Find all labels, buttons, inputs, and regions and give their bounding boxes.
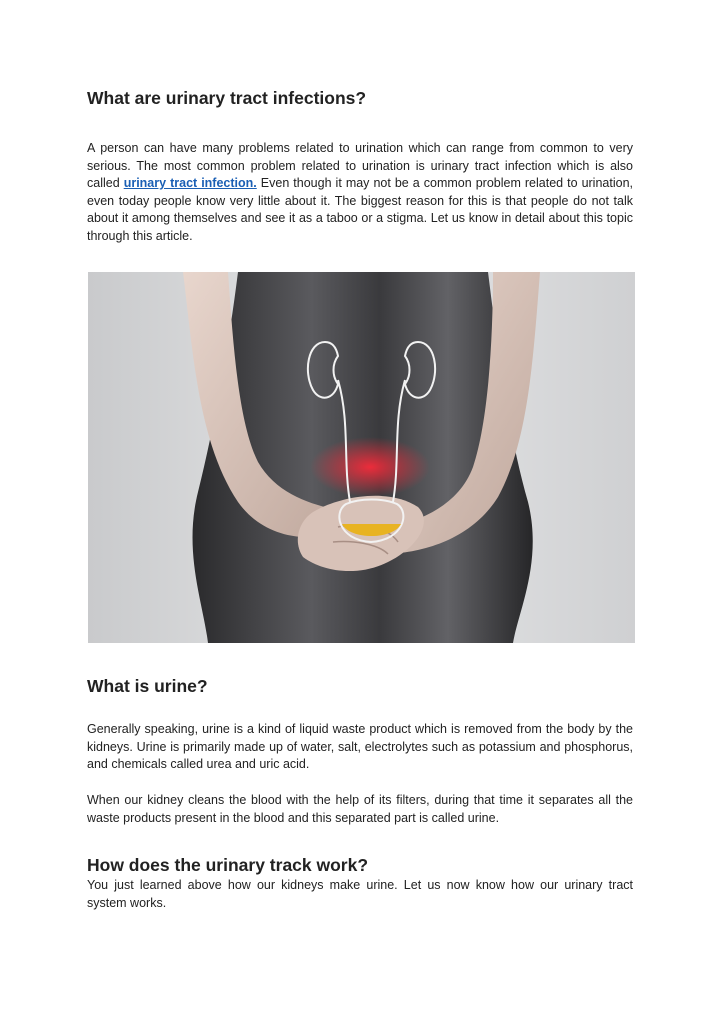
urinary-track-paragraph: You just learned above how our kidneys make urine. Let us now know how our urinary tract system works. xyxy=(87,878,633,910)
intro-text-end: Even though it may not be a common problem related to urination, even today people know very little about it. The biggest reason for this is that people do not talk about it among themselves and see it as a taboo or a stigma. Let us know in detail about this topic through this article. xyxy=(87,176,633,243)
intro-paragraph xyxy=(87,140,633,245)
section-heading-urinary-track: How does the urinary track work? xyxy=(87,855,369,875)
section-heading-uti: What are urinary tract infections? xyxy=(87,88,367,108)
section-heading-urine: What is urine? xyxy=(87,676,208,696)
urinary-tract-illustration xyxy=(88,272,635,643)
intro-text-start: A person can have many problems related to urination which can range from common to very serious. The most common problem related to urination is urinary tract infection which is also called xyxy=(87,141,633,190)
illustration-image xyxy=(88,272,635,643)
urine-paragraph-2: When our kidney cleans the blood with the help of its filters, during that time it separates all the waste products present in the blood and this separated part is called urine. xyxy=(87,793,633,825)
uti-link[interactable]: urinary tract infection. xyxy=(123,176,257,190)
urine-paragraph-1: Generally speaking, urine is a kind of liquid waste product which is removed from the body by the kidneys. Urine is primarily made up of water, salt, electrolytes such as potassium and phosphorus, and chemicals called urea and uric acid. xyxy=(87,722,633,771)
